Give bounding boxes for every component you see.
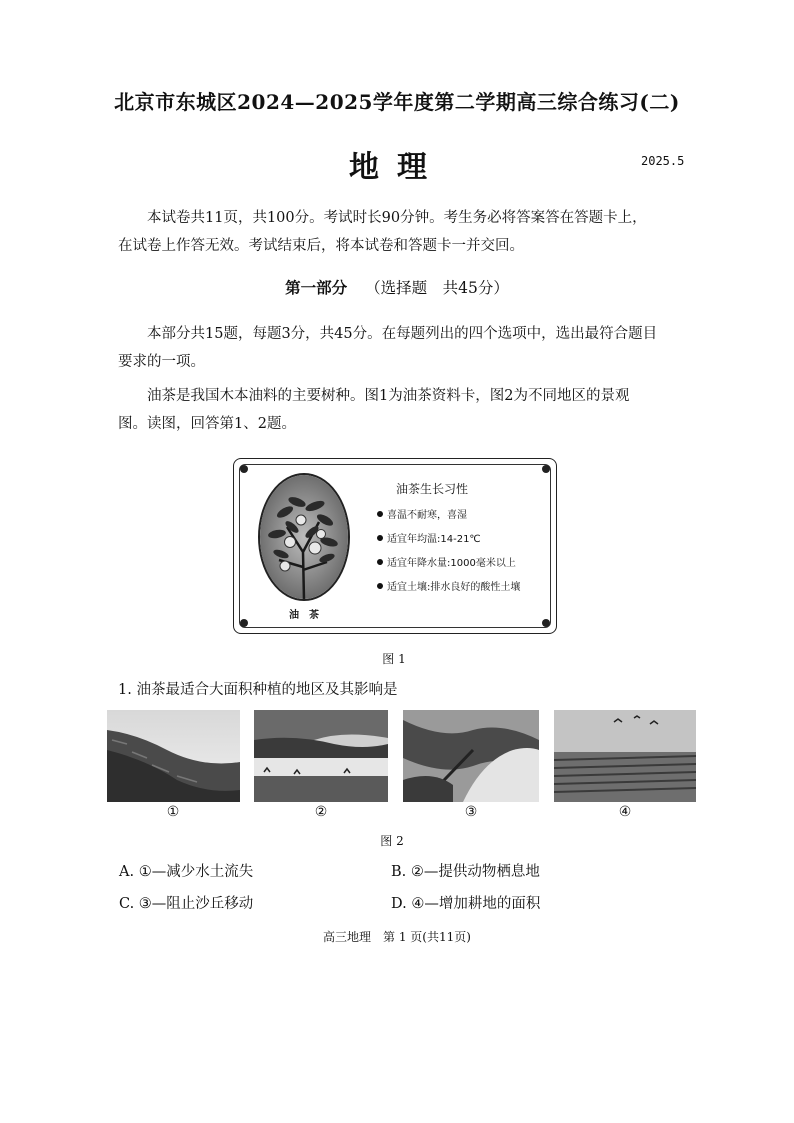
exam-title: 北京市东城区2024—2025学年度第二学期高三综合练习(二) — [114, 90, 680, 114]
photo-number-2: ② — [314, 804, 328, 820]
photo-label: 油 茶 — [289, 610, 319, 621]
part-score: （选择题 共45分） — [365, 279, 509, 297]
card-item-text: 喜温不耐寒，喜湿 — [387, 510, 467, 521]
instructions-line-2: 在试卷上作答无效。考试结束后，将本试卷和答题卡一并交回。 — [118, 238, 524, 254]
photo-number-4: ④ — [618, 804, 632, 820]
question-stem-line-2: 图。读图，回答第1、2题。 — [118, 416, 296, 432]
card-item — [377, 554, 516, 569]
part-description-line-2: 要求的一项。 — [118, 354, 205, 370]
question-1-stem: 1. 油茶最适合大面积种植的地区及其影响是 — [118, 682, 398, 698]
figure-2-caption: 图 2 — [380, 834, 404, 848]
landscape-photo-1 — [107, 710, 240, 802]
card-item-text: 适宜年均温:14-21℃ — [387, 534, 481, 545]
card-title: 油茶生长习性 — [396, 482, 469, 496]
part-heading — [0, 276, 794, 298]
card-item-text: 适宜土壤:排水良好的酸性土壤 — [387, 582, 521, 593]
option-b[interactable]: B. ②—提供动物栖息地 — [391, 864, 540, 880]
photo-number-1: ① — [166, 804, 180, 820]
question-stem-line-1: 油茶是我国木本油料的主要树种。图1为油茶资料卡，图2为不同地区的景观 — [147, 388, 630, 404]
option-d[interactable]: D. ④—增加耕地的面积 — [391, 896, 541, 912]
subject-title: 地理 — [349, 150, 445, 185]
bullet-icon — [377, 535, 383, 541]
photo-number-3: ③ — [464, 804, 478, 820]
card-item-text: 适宜年降水量:1000毫米以上 — [387, 558, 516, 569]
landscape-photo-2 — [254, 710, 388, 802]
exam-date: 2025.5 — [641, 154, 685, 168]
bolt-icon — [542, 619, 550, 627]
oil-tea-photo — [257, 472, 351, 602]
instructions — [118, 204, 690, 260]
figure-1-caption: 图 1 — [382, 652, 406, 666]
part-description-line-1: 本部分共15题，每题3分，共45分。在每题列出的四个选项中，选出最符合题目 — [147, 326, 658, 342]
card-item — [377, 578, 520, 593]
landscape-photo-3 — [403, 710, 539, 802]
instructions-line-1: 本试卷共11页，共100分。考试时长90分钟。考生务必将答案答在答题卡上， — [147, 210, 647, 226]
option-c[interactable]: C. ③—阻止沙丘移动 — [119, 896, 254, 912]
page-footer: 高三地理 第 1 页(共11页) — [323, 930, 471, 944]
landscape-photo-4 — [554, 710, 696, 802]
bullet-icon — [377, 559, 383, 565]
part-description — [118, 320, 690, 376]
part-title: 第一部分 — [285, 278, 348, 297]
question-stem — [118, 382, 690, 438]
card-item — [377, 506, 467, 521]
bolt-icon — [542, 465, 550, 473]
card-item — [377, 530, 481, 545]
option-a[interactable]: A. ①—减少水土流失 — [119, 864, 254, 880]
bullet-icon — [377, 511, 383, 517]
bolt-icon — [240, 619, 248, 627]
bullet-icon — [377, 583, 383, 589]
bolt-icon — [240, 465, 248, 473]
